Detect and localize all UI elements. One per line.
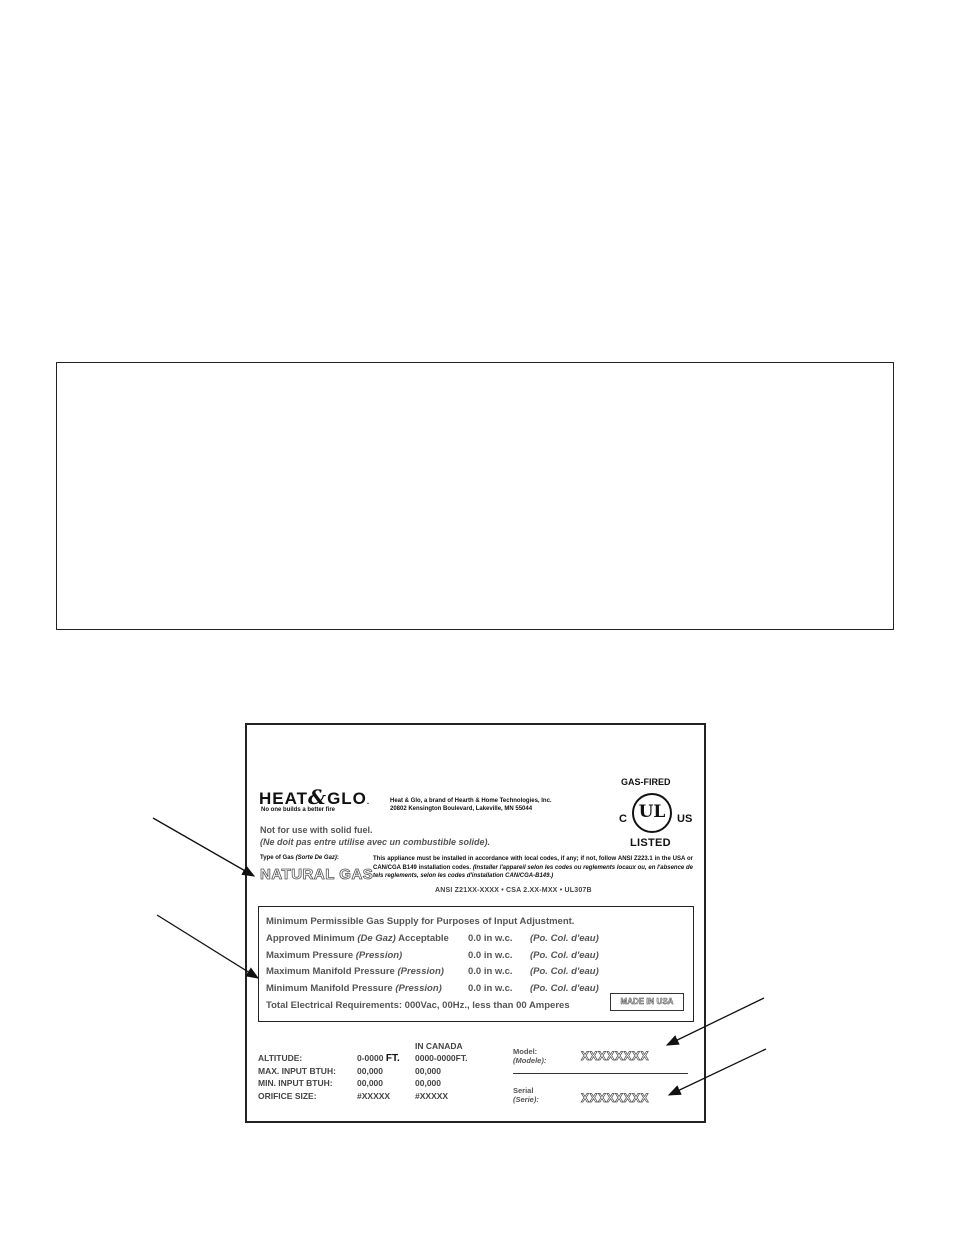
- altitude-us: 0-0000 FT.: [357, 1053, 400, 1064]
- electrical-requirements: Total Electrical Requirements: 000Vac, 00Hz., less than 00 Amperes: [266, 1000, 570, 1011]
- orifice-ca: #XXXXX: [415, 1091, 449, 1101]
- cert-right: US: [677, 813, 693, 825]
- min-input-label: MIN. INPUT BTUH:: [258, 1078, 333, 1088]
- callout-arrow-gas-type: [153, 818, 254, 876]
- gas-supply-title: Minimum Permissible Gas Supply for Purposes of Input Adjustment.: [266, 916, 575, 927]
- company-line2: 20802 Kensington Boulevard, Lakeville, MN 55044: [390, 806, 533, 812]
- made-in-badge: MADE IN USA: [610, 993, 684, 1011]
- supply-row-value: 0.0 in w.c.: [468, 933, 513, 944]
- cert-top: GAS-FIRED: [621, 777, 671, 787]
- supply-row-unit: (Po. Col. d'eau): [530, 966, 599, 977]
- cert-bottom: LISTED: [630, 837, 671, 849]
- altitude-ca: 0000-0000FT.: [415, 1053, 468, 1063]
- supply-row-label: Maximum Manifold Pressure (Pression): [266, 966, 444, 977]
- brand-tagline: No one builds a better fire: [261, 807, 336, 813]
- install-fr: (Installer l'appareil selon les codes ou reglements locaux ou, en l'absence de tels reglements, selon les codes d'installation CAN/CGA-B149.): [373, 864, 694, 879]
- max-input-ca: 00,000: [415, 1066, 441, 1076]
- supply-row-unit: (Po. Col. d'eau): [530, 983, 599, 994]
- solid-fuel-warning-fr: (Ne doit pas entre utilise avec un combustible solide).: [260, 837, 491, 847]
- solid-fuel-warning-en: Not for use with solid fuel.: [260, 825, 373, 835]
- brand-mark: .: [366, 797, 371, 806]
- callout-arrow-model: [667, 998, 764, 1045]
- altitude-label: ALTITUDE:: [258, 1053, 303, 1063]
- company-line1: Heat & Glo, a brand of Hearth & Home Technologies, Inc.: [390, 798, 552, 804]
- cert-left: C: [619, 813, 627, 825]
- supply-row-unit: (Po. Col. d'eau): [530, 933, 599, 944]
- orifice-us: #XXXXX: [357, 1091, 391, 1101]
- max-input-label: MAX. INPUT BTUH:: [258, 1066, 336, 1076]
- supply-row-value: 0.0 in w.c.: [468, 983, 513, 994]
- ul-mark-icon: UL: [632, 793, 672, 833]
- brand-left: HEAT: [259, 789, 309, 808]
- min-input-ca: 00,000: [415, 1078, 441, 1088]
- orifice-label: ORIFICE SIZE:: [258, 1091, 317, 1101]
- gas-type-value: NATURAL GAS: [260, 866, 374, 883]
- supply-row-unit: (Po. Col. d'eau): [530, 950, 599, 961]
- supply-row-label: Minimum Manifold Pressure (Pression): [266, 983, 442, 994]
- model-label: Model: (Modele):: [513, 1047, 547, 1065]
- standards-line: ANSI Z21XX-XXXX • CSA 2.XX-MXX • UL307B: [435, 887, 592, 894]
- brand-right: GLO: [327, 789, 367, 808]
- min-input-us: 00,000: [357, 1078, 383, 1088]
- supply-row-label: Approved Minimum (De Gaz) Acceptable: [266, 933, 449, 944]
- max-input-us: 00,000: [357, 1066, 383, 1076]
- type-of-gas-fr: (Sorte De Gaz): [295, 855, 337, 861]
- supply-row-value: 0.0 in w.c.: [468, 950, 513, 961]
- install-en: This appliance must be installed in accordance with local codes, if any; if not, follow ANSI Z223.1 in the USA or CAN/CGA B149 installation codes.: [373, 856, 693, 871]
- canada-header: IN CANADA: [415, 1041, 463, 1051]
- model-value: XXXXXXXX: [581, 1049, 650, 1063]
- supply-row-label: Maximum Pressure (Pression): [266, 950, 403, 961]
- supply-row-value: 0.0 in w.c.: [468, 966, 513, 977]
- type-of-gas-en: Type of Gas: [260, 855, 296, 861]
- serial-label: Serial (Serie):: [513, 1086, 539, 1104]
- type-of-gas-colon: :: [336, 855, 339, 861]
- brand-amp: &: [308, 785, 328, 809]
- callout-arrow-serial: [669, 1049, 766, 1095]
- callout-arrow-supply: [157, 915, 258, 978]
- serial-value: XXXXXXXX: [581, 1091, 650, 1105]
